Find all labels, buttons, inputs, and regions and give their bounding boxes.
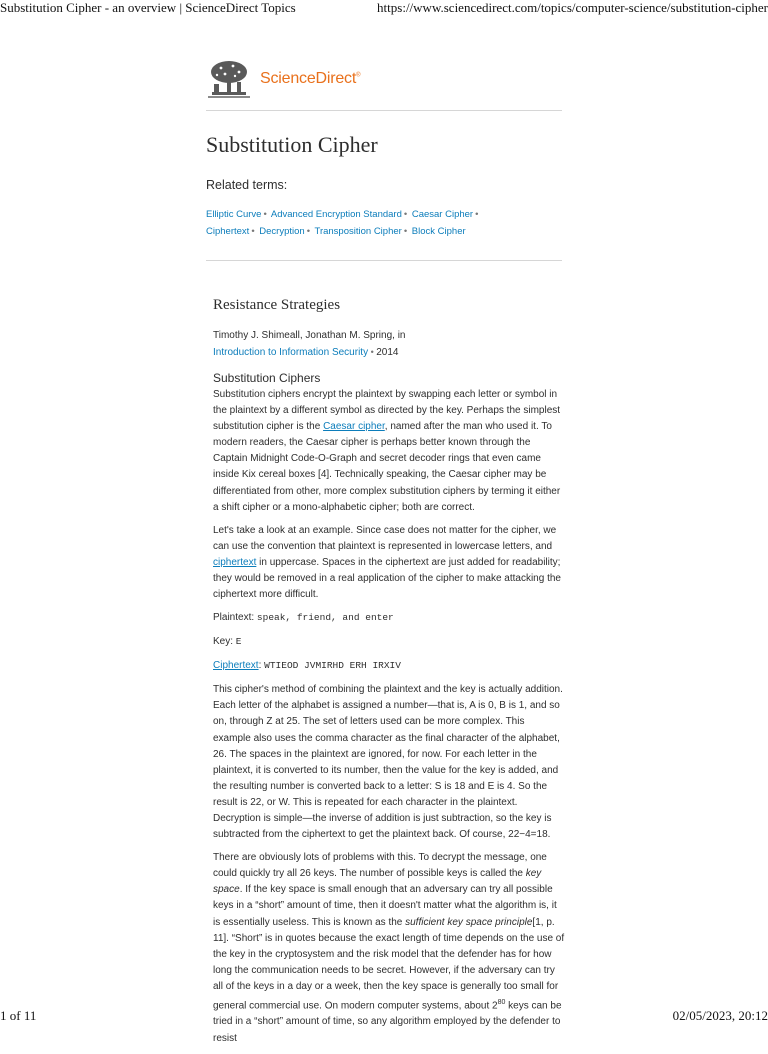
key-value: E <box>235 636 242 648</box>
print-header <box>0 0 768 18</box>
related-terms-heading: Related terms: <box>206 178 288 192</box>
caesar-cipher-link[interactable]: Caesar cipher <box>323 421 385 433</box>
related-term-advanced-encryption-standard[interactable]: Advanced Encryption Standard <box>270 209 402 220</box>
plaintext-value: speak, friend, and enter <box>256 612 394 624</box>
paragraph-1: Substitution ciphers encrypt the plaintext by swapping each letter or symbol in the plaintext by a different symbol as directed by the key. Perhaps the simplest substitution cipher is the Caesar cipher, named after the man who used it. To modern readers, the Caesar cipher is perhaps better known through the Captain Midnight Code-O-Graph and secret decoder rings that even came inside Kix cereal boxes [4]. Technically speaking, the Caesar cipher may be differentiated from other, more complex substitution ciphers by terming it either a shift cipher or a mono-alphabetic cipher; both are correct. <box>213 389 561 513</box>
paragraph-2: Let's take a look at an example. Since case does not matter for the cipher, we can use the convention that plaintext is represented in lowercase letters, and ciphertext in uppercase. Spaces in the ciphertext are just added for readability; they would be removed in a real application of the cipher to make attacking the ciphertext more difficult. <box>213 524 561 601</box>
source-book: Introduction to Information Security • 2014 <box>213 347 399 358</box>
related-term-ciphertext[interactable]: Ciphertext <box>206 226 250 237</box>
related-term-elliptic-curve[interactable]: Elliptic Curve <box>206 209 262 220</box>
print-page-title: Substitution Cipher - an overview | ScienceDirect Topics <box>0 0 296 15</box>
related-term-separator: • <box>403 209 408 220</box>
sciencedirect-brand[interactable] <box>206 56 562 102</box>
ciphertext-example-link[interactable]: Ciphertext <box>213 660 259 672</box>
key-example: Key: E <box>213 636 242 648</box>
print-footer <box>0 1004 768 1024</box>
print-page-url: https://www.sciencedirect.com/topics/computer-science/substitution-cipher <box>377 0 768 15</box>
related-term-separator: • <box>306 226 311 237</box>
related-terms-list <box>206 206 526 240</box>
print-page-number: 1 of 11 <box>0 1008 37 1023</box>
publication-year: 2014 <box>376 347 399 358</box>
related-term-separator: • <box>251 226 255 237</box>
book-link[interactable]: Introduction to Information Security <box>213 347 369 358</box>
plaintext-example: Plaintext: speak, friend, and enter <box>213 612 394 624</box>
related-term-block-cipher[interactable]: Block Cipher <box>411 226 466 237</box>
brand-name: ScienceDirect® <box>260 70 361 87</box>
section-title: Resistance Strategies <box>213 297 341 313</box>
ciphertext-link[interactable]: ciphertext <box>213 556 257 568</box>
page-title: Substitution Cipher <box>206 132 378 157</box>
related-term-separator: • <box>475 209 479 220</box>
key-space-term: key space <box>213 868 542 896</box>
subsection-title: Substitution Ciphers <box>213 371 321 385</box>
article <box>206 297 565 1047</box>
print-datetime: 02/05/2023, 20:12 <box>672 1008 768 1023</box>
paragraph-4: There are obviously lots of problems with this. To decrypt the message, one could quickly try all 26 keys. The number of possible keys is called the key space. If the key space is small enough that an adversary can try all possible keys in a “short” amount of time, then it doesn't matter what the algorithm is, it is essentially useless. This is known as the sufficient key space principle[1, p. 11]. “Short” is in quotes because the exact length of time depends on the use of the key in the cryptosystem and the risk model that the defender has for how long the communication needs to be secret. However, if the adversary can try all of the keys in a day or a week, then the key space is generally too small for general commercial use. On modern computer systems, about $2^{80}$ keys can be tried in a “short” amount of time, so any algorithm employed by the defender to resist <box>213 852 565 1044</box>
ciphertext-example: Ciphertext: WTIEOD JVMIRHD ERH IRXIV <box>213 660 401 672</box>
divider-top <box>206 110 562 111</box>
paragraph-3: This cipher's method of combining the plaintext and the key is actually addition. Each letter of the alphabet is assigned a number—that is, A is 0, B is 1, and so on, through Z at 25. The set of letters used can be more complex. This example also uses the comma character as the final character of the alphabet, 26. The spaces in the plaintext are ignored, for now. For each letter in the plaintext, it is converted to its number, then the value for the key is added, and the resulting number is converted back to a letter: S is 18 and E is 4. So the result is 22, or W. This is repeated for each character in the plaintext. Decryption is simple—the inverse of addition is just subtraction, so the key is subtracted from the ciphertext to get the plaintext back. Of course, 22−4=18. <box>213 684 563 841</box>
exponent: 80 <box>497 999 506 1006</box>
sufficient-key-space-term: sufficient key space principle <box>405 916 533 928</box>
related-term-caesar-cipher[interactable]: Caesar Cipher <box>411 209 474 220</box>
related-term-separator: • <box>403 226 408 237</box>
authors: Timothy J. Shimeall, Jonathan M. Spring, in <box>213 330 406 341</box>
related-term-separator: • <box>263 209 267 220</box>
divider-related <box>206 260 562 261</box>
ciphertext-value: WTIEOD JVMIRHD ERH IRXIV <box>264 660 401 672</box>
related-term-transposition-cipher[interactable]: Transposition Cipher <box>314 226 402 237</box>
elsevier-tree-logo-icon <box>206 58 252 100</box>
related-term-decryption[interactable]: Decryption <box>259 226 305 237</box>
page-content <box>206 56 565 1054</box>
